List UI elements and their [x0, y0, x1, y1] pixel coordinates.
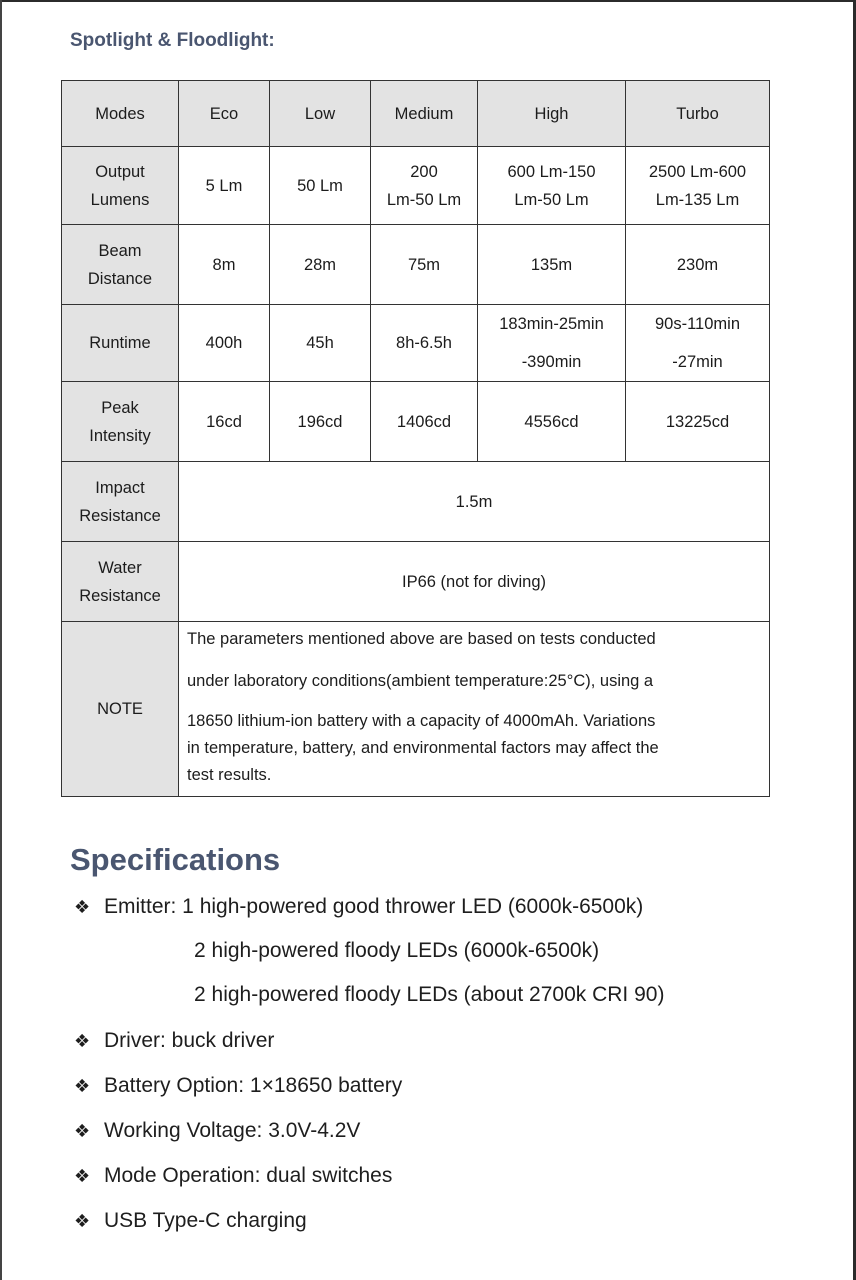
list-item-emitter-cont: 2 high-powered floody LEDs (6000k-6500k) [194, 939, 600, 962]
table-cell: 90s-110min -27min [626, 305, 770, 382]
table-cell: 50 Lm [270, 147, 371, 225]
table-row-impact-resistance [62, 462, 770, 542]
header-cell: Eco [179, 81, 270, 147]
diamond-bullet-icon: ❖ [74, 1121, 91, 1141]
table-row-water-resistance [62, 542, 770, 622]
header-cell: High [478, 81, 626, 147]
table-row-beam-distance [62, 225, 770, 305]
table-cell: 13225cd [626, 382, 770, 462]
specifications-list [74, 892, 834, 1236]
list-item-usb: ❖ USB Type-C charging [74, 1206, 834, 1236]
note-label: NOTE [62, 622, 179, 797]
table-cell: 1406cd [371, 382, 478, 462]
section-title: Spotlight & Floodlight: [70, 30, 275, 51]
list-item-emitter-cont: 2 high-powered floody LEDs (about 2700k CRI 90) [194, 983, 665, 1006]
top-border [0, 0, 856, 2]
table-cell: 16cd [179, 382, 270, 462]
left-border [0, 0, 2, 1280]
table-row-runtime [62, 305, 770, 382]
water-value: IP66 (not for diving) [179, 542, 770, 622]
row-label: Peak Intensity [62, 382, 179, 462]
row-label: Runtime [62, 305, 179, 382]
table-cell: 45h [270, 305, 371, 382]
table-cell: 5 Lm [179, 147, 270, 225]
header-cell: Medium [371, 81, 478, 147]
header-cell: Turbo [626, 81, 770, 147]
table-header-row [62, 81, 770, 147]
list-item-battery: ❖ Battery Option: 1×18650 battery [74, 1071, 834, 1101]
table-row-output-lumens [62, 147, 770, 225]
table-cell: 230m [626, 225, 770, 305]
list-item-mode-operation: ❖ Mode Operation: dual switches [74, 1161, 834, 1191]
table-cell: 2500 Lm-600 Lm-135 Lm [626, 147, 770, 225]
list-item-emitter: ❖ Emitter: 1 high-powered good thrower LED (6000k-6500k) [74, 892, 834, 922]
list-item-voltage: ❖ Working Voltage: 3.0V-4.2V [74, 1116, 834, 1146]
table-cell: 400h [179, 305, 270, 382]
table-cell: 8h-6.5h [371, 305, 478, 382]
table-cell: 196cd [270, 382, 371, 462]
table-cell: 183min-25min -390min [478, 305, 626, 382]
table-cell: 600 Lm-150 Lm-50 Lm [478, 147, 626, 225]
table-cell: 28m [270, 225, 371, 305]
table-cell: 4556cd [478, 382, 626, 462]
row-label: Water Resistance [62, 542, 179, 622]
header-cell: Modes [62, 81, 179, 147]
table-cell: 8m [179, 225, 270, 305]
row-label: Output Lumens [62, 147, 179, 225]
table-row-peak-intensity [62, 382, 770, 462]
table-row-note [62, 622, 770, 797]
table-cell: 200 Lm-50 Lm [371, 147, 478, 225]
specifications-title: Specifications [70, 842, 281, 877]
spec-table [61, 80, 770, 797]
row-label: Impact Resistance [62, 462, 179, 542]
header-cell: Low [270, 81, 371, 147]
diamond-bullet-icon: ❖ [74, 1166, 91, 1186]
impact-value: 1.5m [179, 462, 770, 542]
diamond-bullet-icon: ❖ [74, 897, 91, 917]
note-text: The parameters mentioned above are based on tests conducted under laboratory conditions(ambient temperature:25°C), using a 18650 lithium-ion battery with a capacity of 4000mAh. Variations in temperature, battery, and environmental factors may affect the test results. [179, 622, 770, 797]
table-cell: 135m [478, 225, 626, 305]
list-item-driver: ❖ Driver: buck driver [74, 1026, 834, 1056]
diamond-bullet-icon: ❖ [74, 1031, 91, 1051]
table-cell: 75m [371, 225, 478, 305]
row-label: Beam Distance [62, 225, 179, 305]
diamond-bullet-icon: ❖ [74, 1211, 91, 1231]
diamond-bullet-icon: ❖ [74, 1076, 91, 1096]
